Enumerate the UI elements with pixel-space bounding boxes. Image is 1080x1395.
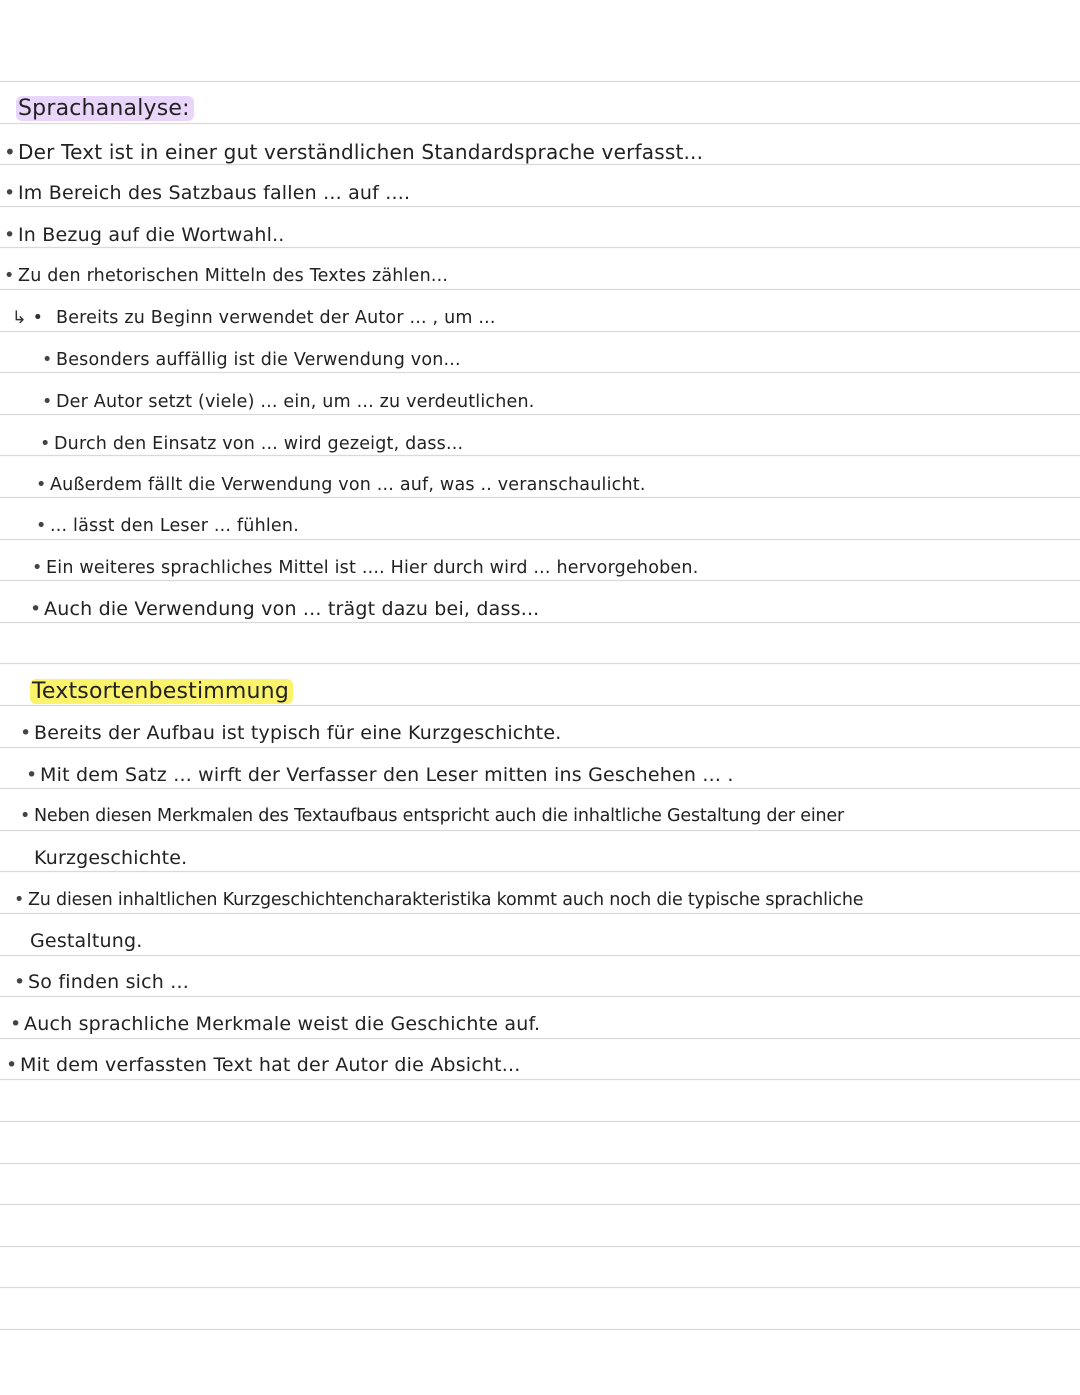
bullet-icon: • xyxy=(4,182,16,204)
sub-list-item: • ... lässt den Leser ... fühlen. xyxy=(36,516,299,536)
bullet-icon: • xyxy=(36,475,47,495)
list-item: • Mit dem Satz ... wirft der Verfasser den Leser mitten ins Geschehen ... . xyxy=(26,764,734,786)
list-item-continuation: Gestaltung. xyxy=(30,930,143,952)
heading-highlight: Textsortenbestimmung xyxy=(30,679,293,704)
list-item: • Zu den rhetorischen Mitteln des Textes zählen... xyxy=(4,266,449,286)
bullet-icon: • xyxy=(4,140,16,164)
bullet-icon: • xyxy=(40,434,51,454)
list-item: • Im Bereich des Satzbaus fallen ... auf .... xyxy=(4,182,411,204)
list-item: • In Bezug auf die Wortwahl.. xyxy=(4,224,285,246)
bullet-icon: • xyxy=(4,224,16,246)
sub-list-item: ↳ • Bereits zu Beginn verwendet der Autor ... , um ... xyxy=(12,308,496,328)
bullet-icon: • xyxy=(42,350,53,370)
bullet-icon: • xyxy=(32,558,43,578)
sub-list-item: • Der Autor setzt (viele) ... ein, um ... zu verdeutlichen. xyxy=(42,392,535,412)
bullet-icon: • xyxy=(10,1013,22,1035)
sub-list-item: • Ein weiteres sprachliches Mittel ist .... Hier durch wird ... hervorgehoben. xyxy=(32,558,699,578)
bullet-icon: • xyxy=(26,764,38,786)
bullet-icon: • xyxy=(20,722,32,744)
sub-list-item: • Durch den Einsatz von ... wird gezeigt, dass... xyxy=(40,434,464,454)
list-item: • Der Text ist in einer gut verständlichen Standardsprache verfasst... xyxy=(4,140,704,164)
list-item: • So finden sich ... xyxy=(14,971,189,993)
list-item: • Neben diesen Merkmalen des Textaufbaus entspricht auch die inhaltliche Gestaltung der einer xyxy=(20,806,844,826)
list-item: • Zu diesen inhaltlichen Kurzgeschichtencharakteristika kommt auch noch die typische sprachliche xyxy=(14,890,864,910)
arrow-return-icon: ↳ • xyxy=(12,308,44,328)
sub-list-item: • Auch die Verwendung von ... trägt dazu bei, dass... xyxy=(30,598,540,620)
bullet-icon: • xyxy=(14,890,25,910)
sub-list-item: • Besonders auffällig ist die Verwendung von... xyxy=(42,350,461,370)
bullet-icon: • xyxy=(36,516,47,536)
heading-textsortenbestimmung xyxy=(30,680,293,704)
bullet-icon: • xyxy=(14,971,26,993)
heading-sprachanalyse xyxy=(16,97,194,121)
list-item-continuation: Kurzgeschichte. xyxy=(34,847,188,869)
list-item: • Auch sprachliche Merkmale weist die Geschichte auf. xyxy=(10,1013,541,1035)
sub-list-item: • Außerdem fällt die Verwendung von ... auf, was .. veranschaulicht. xyxy=(36,475,646,495)
bullet-icon: • xyxy=(42,392,53,412)
bullet-icon: • xyxy=(4,266,15,286)
list-item: • Bereits der Aufbau ist typisch für eine Kurzgeschichte. xyxy=(20,722,562,744)
list-item: • Mit dem verfassten Text hat der Autor die Absicht... xyxy=(6,1054,521,1076)
heading-highlight: Sprachanalyse: xyxy=(16,96,194,121)
bullet-icon: • xyxy=(30,598,42,620)
bullet-icon: • xyxy=(6,1054,18,1076)
bullet-icon: • xyxy=(20,806,31,826)
